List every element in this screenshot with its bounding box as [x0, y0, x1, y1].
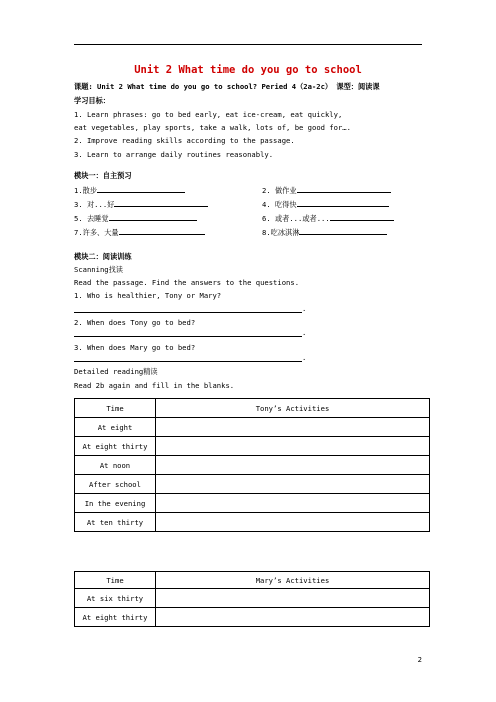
- preview-item: 1.散步: [74, 185, 185, 196]
- table-row: [75, 494, 430, 513]
- time-cell: At eight: [75, 418, 156, 437]
- activity-cell[interactable]: [156, 456, 430, 475]
- answer-line[interactable]: [74, 361, 302, 362]
- preview-item: 3. 对...好: [74, 199, 208, 210]
- answer-line[interactable]: [74, 312, 302, 313]
- preview-item: 5. 去睡觉: [74, 213, 197, 224]
- activity-cell[interactable]: [156, 513, 430, 532]
- time-cell: After school: [75, 475, 156, 494]
- page-title: Unit 2 What time do you go to school: [134, 64, 362, 76]
- answer-blank[interactable]: [109, 213, 197, 221]
- detailed-label: Detailed reading精读: [74, 367, 158, 376]
- answer-period: .: [302, 328, 307, 337]
- table-header: Tony’s Activities: [156, 399, 430, 418]
- answer-period: .: [302, 353, 307, 362]
- table-header: Time: [75, 399, 156, 418]
- time-cell: At noon: [75, 456, 156, 475]
- module1-heading: 模块一：自主预习: [74, 171, 132, 180]
- goal-line: 3. Learn to arrange daily routines reasonably.: [74, 150, 274, 159]
- table-header: Time: [75, 572, 156, 589]
- time-cell: At eight thirty: [75, 608, 156, 627]
- activity-cell[interactable]: [156, 437, 430, 456]
- tony-activities-table: [74, 398, 430, 532]
- table-row: [75, 513, 430, 532]
- preview-item: 7.许多、大量: [74, 227, 205, 238]
- question: 1. Who is healthier, Tony or Mary?: [74, 291, 222, 300]
- time-cell: At eight thirty: [75, 437, 156, 456]
- activity-cell[interactable]: [156, 475, 430, 494]
- header-rule: [74, 44, 422, 45]
- scanning-instruction: Read the passage. Find the answers to the questions.: [74, 278, 300, 287]
- answer-blank[interactable]: [330, 213, 394, 221]
- answer-blank[interactable]: [299, 227, 387, 235]
- time-cell: At ten thirty: [75, 513, 156, 532]
- table-row: [75, 418, 430, 437]
- table-row: [75, 608, 430, 627]
- activity-cell[interactable]: [156, 608, 430, 627]
- preview-item: 4. 吃得快: [262, 199, 389, 210]
- time-cell: In the evening: [75, 494, 156, 513]
- question: 3. When does Mary go to bed?: [74, 343, 196, 352]
- activity-cell[interactable]: [156, 494, 430, 513]
- answer-blank[interactable]: [114, 199, 208, 207]
- page-number: 2: [417, 655, 422, 664]
- goals-heading: 学习目标：: [74, 96, 110, 105]
- lesson-header: 课题: Unit 2 What time do you go to school? Peried 4（2a-2c） 课型：阅读课: [74, 82, 380, 91]
- answer-blank[interactable]: [297, 199, 389, 207]
- detailed-instruction: Read 2b again and fill in the blanks.: [74, 381, 235, 390]
- table-row: [75, 456, 430, 475]
- goal-line: eat vegetables, play sports, take a walk, lots of, be good for….: [74, 123, 351, 132]
- table-row: [75, 589, 430, 608]
- table-row: [75, 437, 430, 456]
- answer-period: .: [302, 304, 307, 313]
- mary-activities-table: [74, 571, 430, 627]
- preview-item: 8.吃冰淇淋: [262, 227, 387, 238]
- table-header: Mary’s Activities: [156, 572, 430, 589]
- answer-blank[interactable]: [297, 185, 391, 193]
- answer-line[interactable]: [74, 336, 302, 337]
- scanning-label: Scanning找读: [74, 265, 123, 274]
- answer-blank[interactable]: [97, 185, 185, 193]
- question: 2. When does Tony go to bed?: [74, 318, 196, 327]
- time-cell: At six thirty: [75, 589, 156, 608]
- table-row: [75, 475, 430, 494]
- module2-heading: 模块二：阅读训练: [74, 252, 132, 261]
- activity-cell[interactable]: [156, 418, 430, 437]
- goal-line: 2. Improve reading skills according to the passage.: [74, 136, 295, 145]
- preview-item: 2. 做作业: [262, 185, 391, 196]
- answer-blank[interactable]: [119, 227, 205, 235]
- activity-cell[interactable]: [156, 589, 430, 608]
- preview-item: 6. 或者...或者...: [262, 213, 394, 224]
- goal-line: 1. Learn phrases: go to bed early, eat ice-cream, eat quickly,: [74, 110, 343, 119]
